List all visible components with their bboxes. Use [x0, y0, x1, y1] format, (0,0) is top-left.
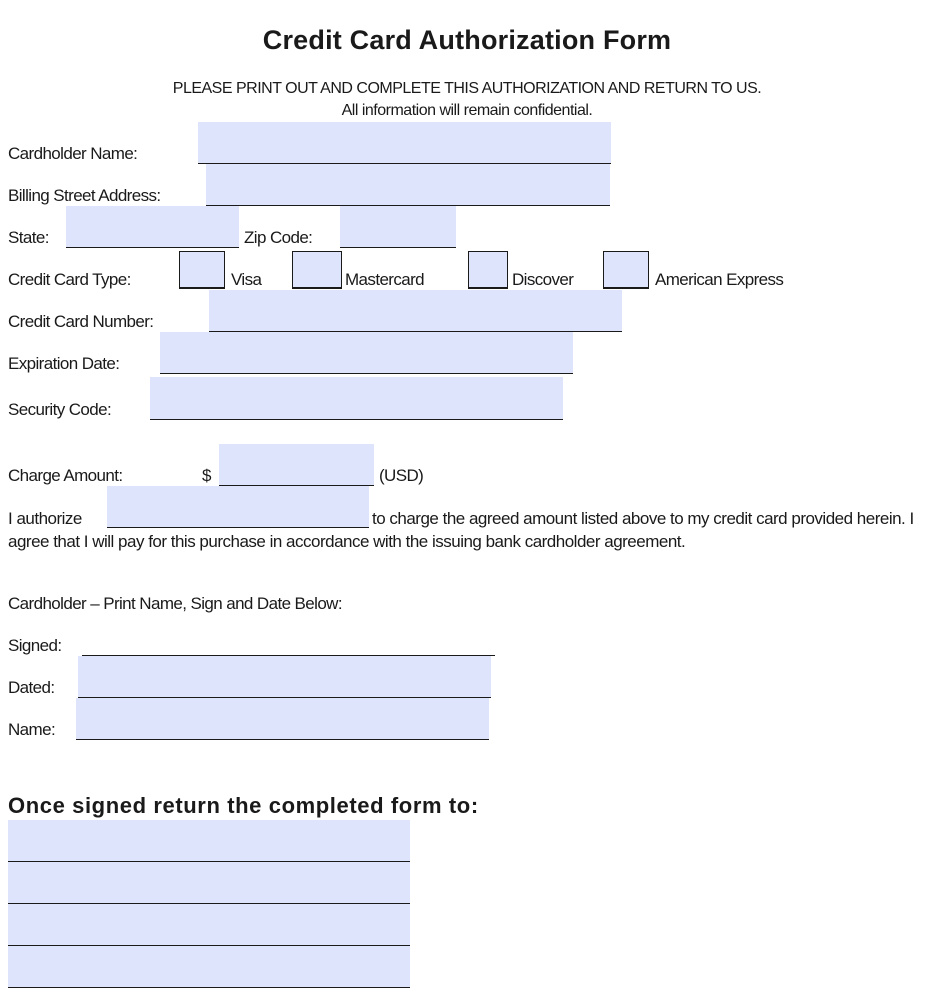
state-label: State:	[8, 228, 49, 247]
authorization-statement: to charge the agreed amount listed above to my credit card provided herein. I agree that I will pay for this purchase in accordance with the issuing bank cardholder agreement.	[8, 509, 914, 551]
security-code-label: Security Code:	[8, 400, 112, 419]
mastercard-label: Mastercard	[345, 270, 425, 289]
state-field[interactable]	[66, 206, 239, 248]
return-address-line-2[interactable]	[8, 862, 410, 904]
authorize-prefix: I authorize	[8, 509, 82, 528]
currency-symbol: $	[202, 466, 211, 485]
expiration-date-field[interactable]	[160, 332, 573, 374]
charge-amount-field[interactable]	[219, 444, 374, 486]
card-number-field[interactable]	[209, 290, 622, 332]
discover-checkbox[interactable]	[468, 251, 508, 289]
zip-code-field[interactable]	[340, 206, 456, 248]
return-address-line-4[interactable]	[8, 946, 410, 988]
billing-address-field[interactable]	[206, 164, 610, 206]
return-address-line-3[interactable]	[8, 904, 410, 946]
currency-code: (USD)	[379, 466, 424, 485]
return-address-line-1[interactable]	[8, 820, 410, 862]
american-express-label: American Express	[655, 270, 784, 289]
signed-label: Signed:	[8, 636, 62, 655]
security-code-field[interactable]	[150, 377, 563, 420]
visa-label: Visa	[231, 270, 262, 289]
printed-name-field[interactable]	[76, 698, 489, 740]
name-label: Name:	[8, 720, 56, 739]
return-heading: Once signed return the completed form to:	[8, 793, 479, 818]
dated-label: Dated:	[8, 678, 55, 697]
expiration-date-label: Expiration Date:	[8, 354, 120, 373]
cardholder-instruction: Cardholder – Print Name, Sign and Date Below:	[8, 594, 342, 613]
billing-address-label: Billing Street Address:	[8, 186, 161, 205]
charge-amount-label: Charge Amount:	[8, 466, 123, 485]
signature-field[interactable]	[82, 614, 495, 656]
american-express-checkbox[interactable]	[603, 251, 649, 289]
cardholder-name-field[interactable]	[198, 122, 611, 164]
discover-label: Discover	[512, 270, 574, 289]
confidentiality-note: All information will remain confidential.	[341, 102, 593, 119]
mastercard-checkbox[interactable]	[292, 251, 342, 289]
card-number-label: Credit Card Number:	[8, 312, 154, 331]
zip-code-label: Zip Code:	[244, 228, 313, 247]
cardholder-name-label: Cardholder Name:	[8, 144, 138, 163]
card-type-label: Credit Card Type:	[8, 270, 131, 289]
visa-checkbox[interactable]	[179, 251, 225, 289]
form-instruction: PLEASE PRINT OUT AND COMPLETE THIS AUTHORIZATION AND RETURN TO US.	[172, 80, 762, 97]
form-title: Credit Card Authorization Form	[262, 25, 672, 55]
date-field[interactable]	[78, 656, 491, 698]
